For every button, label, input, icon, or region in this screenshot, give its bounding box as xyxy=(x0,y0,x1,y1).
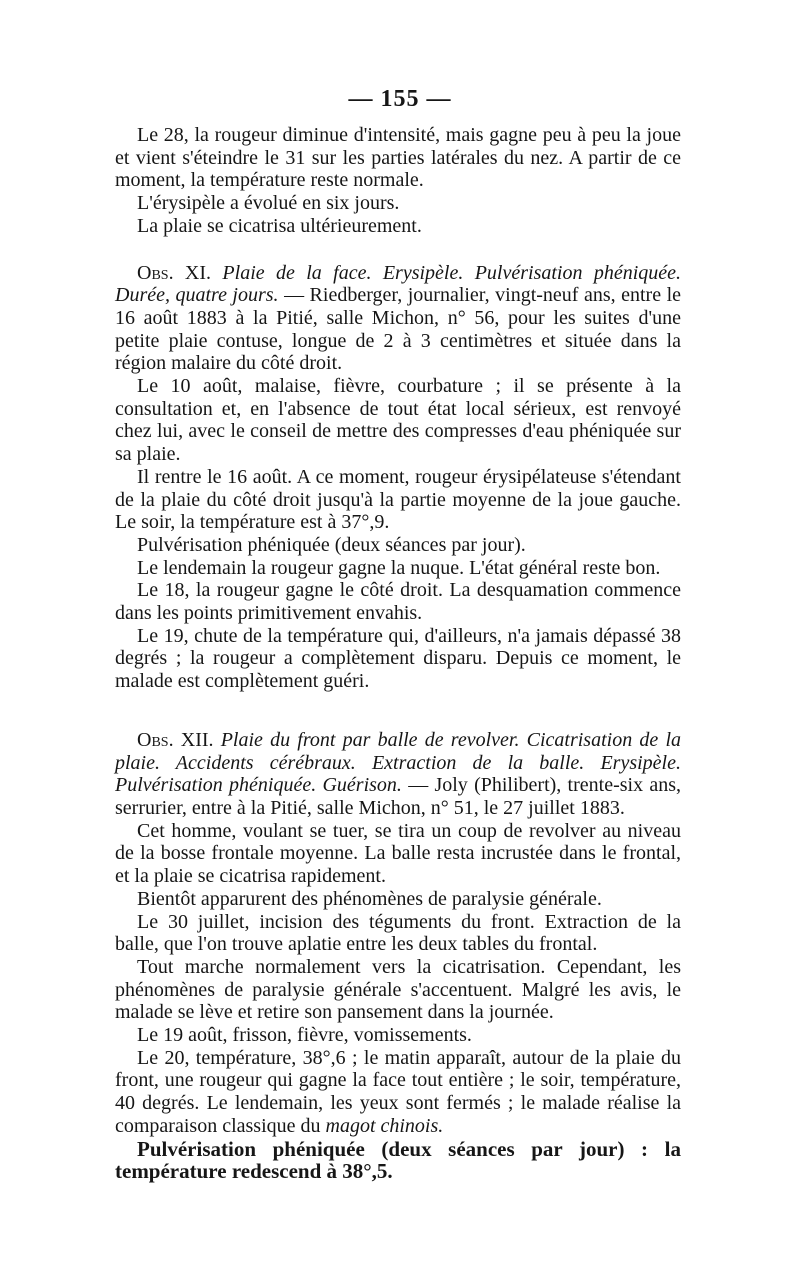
paragraph xyxy=(115,1047,681,1138)
observation-label: Obs. XII. xyxy=(137,728,214,751)
paragraph: Le 18, la rougeur gagne le côté droit. La desquamation commence dans les points primitivement envahis. xyxy=(115,579,681,625)
paragraph: Tout marche normalement vers la cicatrisation. Cependant, les phénomènes de paralysie générale s'accentuent. Malgré les avis, le malade se lève et retire son pansement dans la journée. xyxy=(115,955,681,1024)
paragraph: Pulvérisation phéniquée (deux séances par jour) : la température redescend à 38°,5. xyxy=(115,1136,681,1184)
paragraph: Le 19 août, frisson, fièvre, vomissements. xyxy=(137,1024,472,1047)
observation-label: Obs. XI. xyxy=(137,261,212,284)
observation-heading xyxy=(115,729,681,820)
observation-title: Plaie du front par balle de revolver. Cicatrisation de la plaie. Accidents cérébraux. Extraction de la balle. Erysipèle. Pulvérisation phéniquée. Guérison. xyxy=(115,728,681,797)
observation-intro: — Joly (Philibert), trente-six ans, serrurier, entre à la Pitié, salle Michon, n° 51, le 27 juillet 1883. xyxy=(115,774,681,819)
page-body xyxy=(115,124,681,1183)
observation-title: Plaie de la face. Erysipèle. Pulvérisation phéniquée. Durée, quatre jours. xyxy=(115,261,682,307)
paragraph: Pulvérisation phéniquée (deux séances par jour). xyxy=(137,533,526,556)
paragraph: Il rentre le 16 août. A ce moment, rougeur érysipélateuse s'étendant de la plaie du côté droit jusqu'à la partie moyenne de la joue gauche. Le soir, la température est à 37°,9. xyxy=(115,465,681,534)
paragraph: Le 30 juillet, incision des téguments du front. Extraction de la balle, que l'on trouve aplatie entre les deux tables du frontal. xyxy=(115,910,681,956)
paragraph: La plaie se cicatrisa ultérieurement. xyxy=(137,214,422,237)
paragraph: Le 19, chute de la température qui, d'ailleurs, n'a jamais dépassé 38 degrés ; la rougeur a complètement disparu. Depuis ce moment, le malade est complètement guéri. xyxy=(115,624,681,693)
italic-phrase: magot chinois. xyxy=(325,1114,444,1137)
paragraph-text: Le 20, température, 38°,6 ; le matin apparaît, autour de la plaie du front, une rougeur qui gagne la face tout entière ; le soir, température, 40 degrés. Le lendemain, les yeux sont fermés ; le malade réalise la comparaison classique du xyxy=(115,1046,681,1137)
paragraph: Le lendemain la rougeur gagne la nuque. L'état général reste bon. xyxy=(137,556,661,579)
paragraph: Le 10 août, malaise, fièvre, courbature ; il se présente à la consultation et, en l'absence de tout état local sérieux, est renvoyé chez lui, avec le conseil de mettre des compresses d'eau phéniquée sur sa plaie. xyxy=(115,375,681,466)
paragraph: Cet homme, voulant se tuer, se tira un coup de revolver au niveau de la bosse frontale moyenne. La balle resta incrustée dans le frontal, et la plaie se cicatrisa rapidement. xyxy=(115,819,681,888)
observation-intro: — Riedberger, journalier, vingt-neuf ans, entre le 16 août 1883 à la Pitié, salle Michon, n° 56, pour les suites d'une petite plaie contuse, longue de 2 à 3 centimètres et située dans la région malaire du côté droit. xyxy=(115,284,682,375)
paragraph: Bientôt apparurent des phénomènes de paralysie générale. xyxy=(137,887,602,910)
paragraph: L'érysipèle a évolué en six jours. xyxy=(137,192,400,215)
page-number: — 155 — xyxy=(348,86,452,112)
paragraph: Le 28, la rougeur diminue d'intensité, mais gagne peu à peu la joue et vient s'éteindre le 31 sur les parties latérales du nez. A partir de ce moment, la température reste normale. xyxy=(115,124,681,192)
observation-heading xyxy=(115,262,681,376)
